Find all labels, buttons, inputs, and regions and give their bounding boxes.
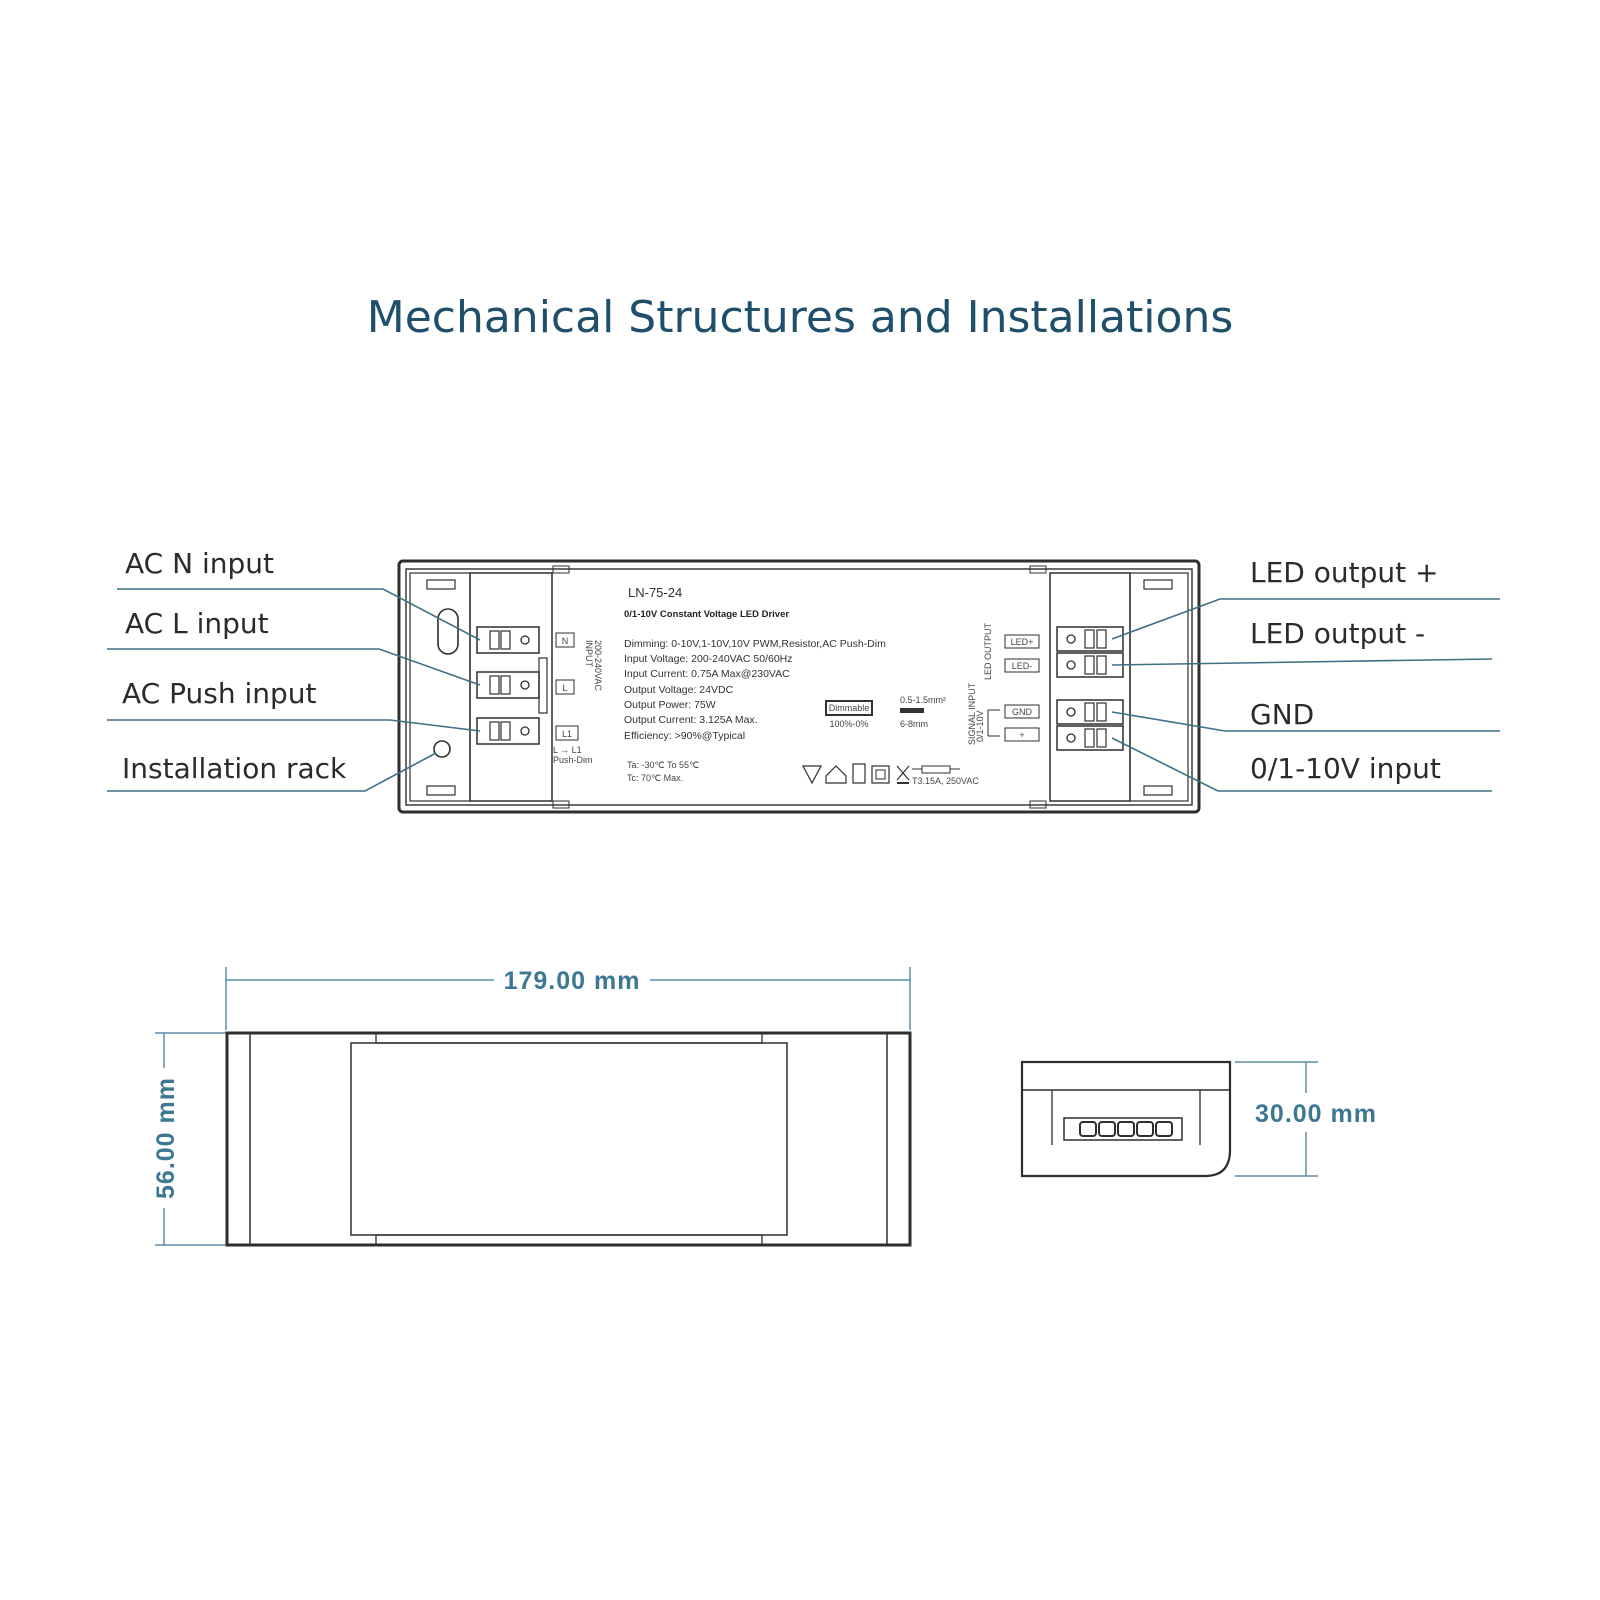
callout-led-output-plus: LED output + [1250, 556, 1439, 589]
input-terminals [477, 627, 547, 744]
fuse-icon [922, 766, 950, 773]
output-label-led-minus: LED- [1011, 661, 1033, 671]
weee-bin-icon [897, 766, 909, 780]
callouts-left [107, 547, 480, 791]
length-dimension: 179.00 mm [503, 967, 641, 995]
input-side-label-1: INPUT [584, 640, 594, 667]
product-subtitle: 0/1-10V Constant Voltage LED Driver [624, 609, 790, 620]
led-output-vertical: LED OUTPUT [983, 622, 993, 680]
page-title: Mechanical Structures and Installations [366, 292, 1234, 343]
spec-line: Input Current: 0.75A Max@230VAC [624, 668, 790, 680]
callout-ac-l: AC L input [125, 607, 269, 640]
height-dimension: 30.00 mm [1255, 1100, 1377, 1128]
strip-length: 6-8mm [900, 719, 929, 729]
width-dimension: 56.00 mm [152, 1077, 180, 1199]
double-insulation-icon [872, 766, 889, 783]
ambient-temperature: Ta: -30℃ To 55℃ [627, 760, 700, 770]
spec-line: Output Power: 75W [624, 699, 716, 711]
case-temperature: Tc: 70℃ Max. [627, 773, 684, 783]
dimmable-range: 100%-0% [829, 719, 869, 729]
wire-gauge: 0.5-1.5mm² [900, 695, 947, 705]
driver-housing-inner [406, 569, 1192, 805]
sel-v-icon [853, 764, 865, 783]
leader-led-output-minus [1112, 659, 1492, 665]
l1-caption-1: L → L1 [553, 745, 582, 755]
plan-view-housing [227, 1033, 910, 1245]
l1-caption-2: Push-Dim [553, 755, 593, 765]
output-terminals [1057, 627, 1123, 750]
callout-led-output-minus: LED output - [1250, 617, 1426, 650]
right-mount-bay [1130, 573, 1188, 801]
fuse-rating: T3.15A, 250VAC [912, 776, 979, 786]
plan-view-cover [351, 1043, 787, 1235]
output-label-led-plus: LED+ [1010, 637, 1034, 647]
spec-line: Output Voltage: 24VDC [624, 684, 734, 696]
terminal-label-l: L [562, 683, 568, 693]
wire-strip-icon [900, 708, 924, 713]
callout-gnd: GND [1250, 698, 1315, 731]
terminal-label-l1: L1 [561, 729, 573, 739]
side-terminal-row [1064, 1118, 1182, 1140]
side-view-housing [1022, 1062, 1230, 1176]
side-view [1022, 1062, 1377, 1176]
input-side-label-2: 200-240VAC [593, 640, 603, 691]
terminal-label-n: N [561, 636, 569, 646]
plan-view [152, 967, 910, 1245]
driver-top-view [399, 561, 1199, 812]
output-terminal-block [1050, 573, 1130, 801]
callout-dimming-input: 0/1-10V input [1250, 752, 1441, 785]
dimmable-text: Dimmable [828, 703, 870, 713]
callout-ac-push: AC Push input [122, 677, 317, 710]
callout-installation-rack: Installation rack [122, 752, 347, 785]
callouts-right [1112, 556, 1500, 791]
signal-input-label-2: 0/1-10V [975, 710, 985, 742]
callout-ac-n: AC N input [125, 547, 274, 580]
indoor-use-icon [826, 766, 846, 783]
spec-line: Dimming: 0-10V,1-10V,10V PWM,Resistor,AC Push-Dim [624, 638, 886, 650]
installation-rack-hole [434, 741, 450, 757]
signal-input-label-1: SIGNAL INPUT [967, 682, 977, 745]
f-mark-icon [803, 766, 821, 783]
output-label-plus: + [1019, 730, 1025, 740]
output-label-gnd: GND [1012, 707, 1032, 717]
spec-line: Efficiency: >90%@Typical [624, 730, 746, 742]
spec-line: Output Current: 3.125A Max. [624, 714, 758, 726]
driver-housing [399, 561, 1199, 812]
spec-line: Input Voltage: 200-240VAC 50/60Hz [624, 653, 793, 665]
leader-ac-push [107, 720, 480, 731]
model-number: LN-75-24 [628, 585, 683, 600]
mounting-slot [438, 609, 458, 654]
